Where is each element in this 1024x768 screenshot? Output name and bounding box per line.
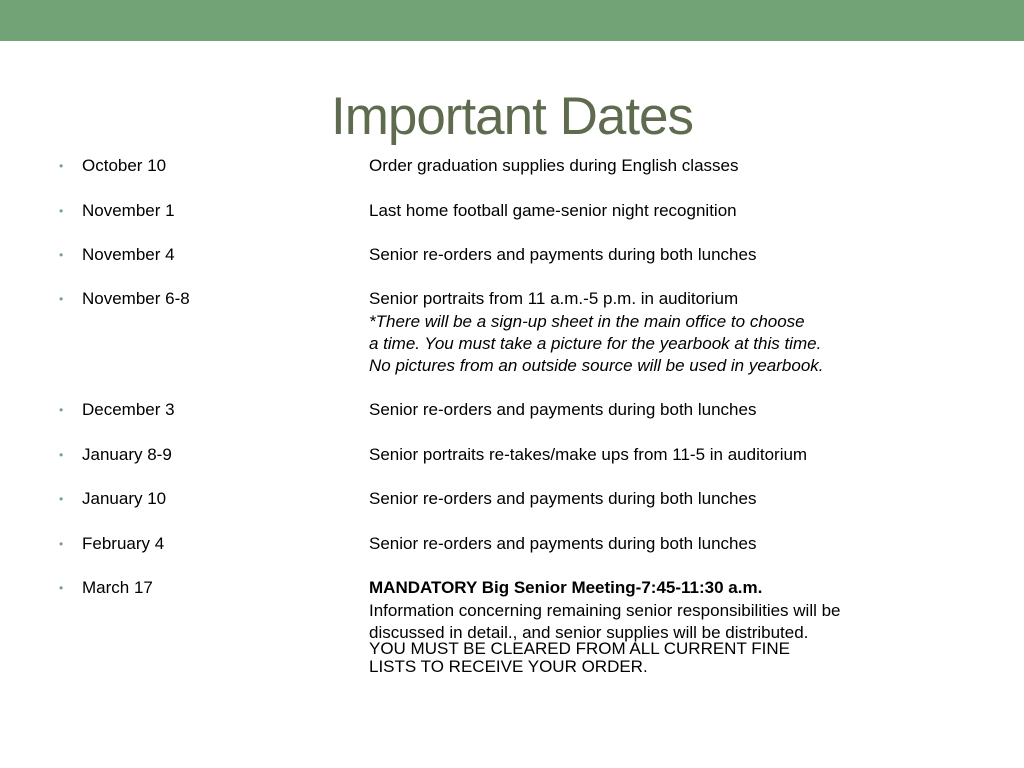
bullet-dot-icon: •	[59, 537, 64, 551]
item-date: November 6-8	[82, 289, 190, 308]
item-description: MANDATORY Big Senior Meeting-7:45-11:30 a.m.	[369, 578, 763, 597]
item-description: Senior re-orders and payments during both lunches	[369, 534, 757, 553]
info-line: Information concerning remaining senior responsibilities will be	[369, 601, 841, 620]
item-date: January 10	[82, 489, 167, 508]
item-description: Senior re-orders and payments during both lunches	[369, 489, 757, 508]
bullet-dot-icon: •	[59, 448, 64, 462]
item-date: January 8-9	[82, 445, 172, 464]
item-date: February 4	[82, 534, 165, 553]
item-date: November 1	[82, 201, 175, 220]
bullet-dot-icon: •	[59, 248, 64, 262]
item-date: March 17	[82, 578, 153, 597]
note-line: *There will be a sign-up sheet in the main office to choose	[369, 312, 805, 331]
item-description: Senior re-orders and payments during both lunches	[369, 400, 757, 419]
bullet-dot-icon: •	[59, 492, 64, 506]
item-note	[369, 311, 929, 377]
caps-line: YOU MUST BE CLEARED FROM ALL CURRENT FINE	[369, 639, 790, 658]
note-line: No pictures from an outside source will be used in yearbook.	[369, 356, 824, 375]
slide-title: Important Dates	[330, 87, 694, 146]
item-date: November 4	[82, 245, 175, 264]
item-description: Order graduation supplies during English classes	[369, 156, 739, 175]
bullet-dot-icon: •	[59, 581, 64, 595]
note-line: a time. You must take a picture for the yearbook at this time.	[369, 334, 822, 353]
info-line: discussed in detail., and senior supplies will be distributed.	[369, 623, 809, 642]
bullet-dot-icon: •	[59, 403, 64, 417]
item-description: Senior portraits re-takes/make ups from 11-5 in auditorium	[369, 445, 808, 464]
item-date: October 10	[82, 156, 167, 175]
item-description-block	[369, 289, 929, 377]
item-description: Senior portraits from 11 a.m.-5 p.m. in auditorium	[369, 289, 739, 308]
item-description: Last home football game-senior night recognition	[369, 201, 737, 220]
bullet-dot-icon: •	[59, 292, 64, 306]
bullet-dot-icon: •	[59, 159, 64, 173]
item-description: Senior re-orders and payments during both lunches	[369, 245, 757, 264]
bullet-dot-icon: •	[59, 204, 64, 218]
caps-line: LISTS TO RECEIVE YOUR ORDER.	[369, 657, 648, 676]
item-description-block	[369, 578, 929, 676]
top-accent-bar	[0, 0, 1024, 41]
item-date: December 3	[82, 400, 175, 419]
